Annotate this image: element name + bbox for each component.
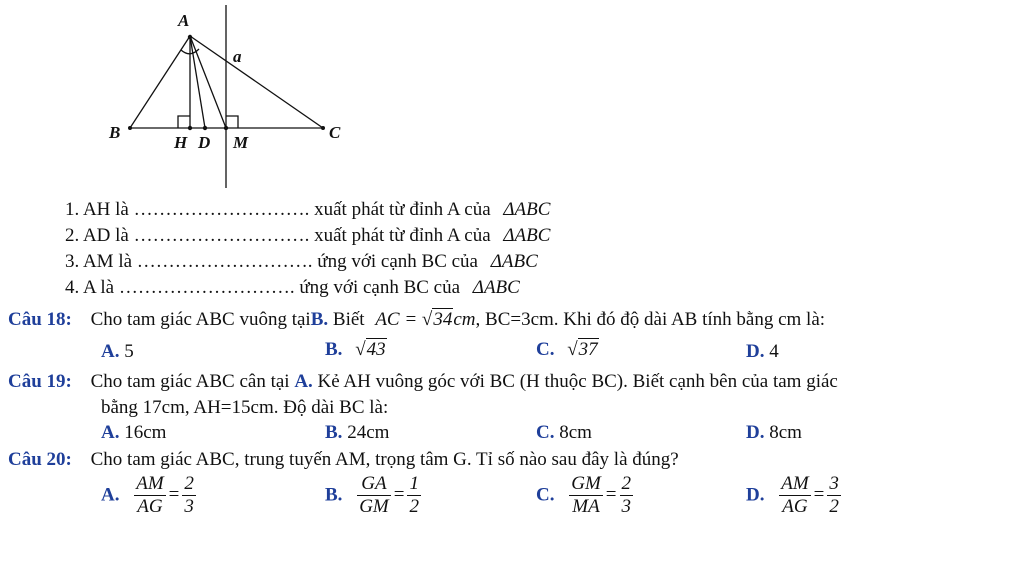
option-letter: D. (746, 422, 765, 443)
statement-suffix: xuất phát từ đỉnh A của (314, 225, 491, 246)
option-letter: A. (101, 484, 120, 506)
fill-in-item (65, 251, 538, 273)
option-value: 5 (124, 341, 134, 362)
sqrt-expression: √37 (567, 339, 598, 360)
option-letter: A. (101, 341, 120, 362)
question-text: Cho tam giác ABC vuông tại (90, 309, 311, 330)
question-19 (8, 371, 838, 393)
question-label: Câu 20: (8, 449, 72, 470)
triangle-symbol: ΔABC (472, 277, 520, 298)
blank-dots: ………………………. (136, 251, 313, 272)
question-text: Biết (332, 309, 365, 330)
triangle-figure (0, 0, 380, 195)
option-letter: D. (746, 341, 765, 362)
fraction-left: $\frac{AM}{AG}$ (136, 473, 164, 517)
option-d[interactable] (746, 341, 779, 363)
option-letter: B. (325, 484, 343, 506)
blank-dots: ………………………. (118, 277, 295, 298)
sqrt-expression: √34 (421, 309, 453, 330)
option-letter: D. (746, 484, 765, 506)
option-c[interactable]: C. $\frac{GM}{MA}$ = $\frac{2}{3}$ (536, 473, 632, 517)
fraction-right: $\frac{1}{2}$ (409, 473, 419, 517)
fill-in-item (65, 277, 520, 299)
option-letter: B. (325, 422, 343, 443)
right-angle-m (226, 116, 238, 128)
statement-prefix: 3. AM là (65, 251, 133, 272)
formula-unit: cm (453, 309, 476, 330)
option-value: 4 (769, 341, 779, 362)
statement-suffix: ứng với cạnh BC của (317, 251, 478, 272)
question-19-line2 (101, 397, 388, 419)
sqrt-expression: √43 (355, 339, 386, 360)
label-b: B (109, 123, 121, 142)
fraction-left: $\frac{AM}{AG}$ (781, 473, 809, 517)
statement-prefix: 2. AD là (65, 225, 129, 246)
option-c[interactable] (536, 422, 592, 444)
right-angle-h (178, 116, 190, 128)
statement-suffix: xuất phát từ đỉnh A của (314, 199, 491, 220)
question-20 (8, 449, 679, 471)
option-a[interactable] (101, 341, 134, 363)
label-c: C (329, 123, 341, 142)
triangle-symbol: ΔABC (503, 225, 551, 246)
option-b[interactable] (325, 422, 389, 444)
segment-ac (190, 36, 323, 128)
statement-prefix: 4. A là (65, 277, 115, 298)
fraction-right: $\frac{2}{3}$ (621, 473, 632, 517)
triangle-symbol: ΔABC (503, 199, 551, 220)
fill-in-item (65, 199, 550, 221)
option-b[interactable] (325, 339, 387, 361)
option-letter: A. (101, 422, 120, 443)
radicand: 43 (366, 339, 386, 360)
question-text: Cho tam giác ABC, trung tuyến AM, trọng tâm G. Tỉ số nào sau đây là đúng? (90, 449, 679, 470)
radicand: 34 (433, 309, 453, 330)
option-c[interactable] (536, 339, 599, 361)
segment-am (190, 36, 226, 128)
question-highlight: A. (294, 371, 313, 392)
fraction-left: $\frac{GM}{MA}$ (571, 473, 601, 517)
label-h: H (174, 133, 188, 152)
question-text: Kẻ AH vuông góc với BC (H thuộc BC). Biết cạnh bên của tam giác (317, 371, 838, 392)
segment-ab (130, 36, 190, 128)
question-text: Cho tam giác ABC cân tại (90, 371, 290, 392)
statement-suffix: ứng với cạnh BC của (299, 277, 461, 298)
fraction-left: $\frac{GA}{GM}$ (359, 473, 389, 517)
option-b[interactable]: B. $\frac{GA}{GM}$ = $\frac{1}{2}$ (325, 473, 419, 517)
fraction-right: $\frac{2}{3}$ (184, 473, 194, 517)
triangle-symbol: ΔABC (490, 251, 538, 272)
option-value: 16cm (124, 422, 167, 443)
fill-in-item (65, 225, 550, 247)
formula-ac: AC = (375, 309, 418, 330)
label-line-a: a (233, 47, 242, 66)
option-d[interactable] (746, 422, 802, 444)
question-text: , BC=3cm. Khi đó độ dài AB tính bằng cm là: (475, 309, 826, 330)
option-d[interactable]: D. $\frac{AM}{AG}$ = $\frac{3}{2}$ (746, 473, 839, 517)
option-letter: C. (536, 422, 555, 443)
statement-prefix: 1. AH là (65, 199, 129, 220)
label-m: M (233, 133, 249, 152)
label-d: D (198, 133, 211, 152)
question-label: Câu 18: (8, 309, 72, 330)
option-value: 8cm (769, 422, 802, 443)
option-letter: C. (536, 484, 555, 506)
option-letter: B. (325, 339, 343, 360)
question-text: bằng 17cm, AH=15cm. Độ dài BC là: (101, 397, 389, 418)
label-a-vertex: A (178, 11, 190, 30)
question-18 (8, 309, 825, 331)
blank-dots: ………………………. (133, 199, 310, 220)
radicand: 37 (578, 339, 598, 360)
option-a[interactable]: A. $\frac{AM}{AG}$ = $\frac{2}{3}$ (101, 473, 194, 517)
question-highlight: B. (310, 309, 329, 330)
blank-dots: ………………………. (133, 225, 310, 246)
option-a[interactable] (101, 422, 166, 444)
option-value: 8cm (559, 422, 592, 443)
option-letter: C. (536, 339, 555, 360)
question-label: Câu 19: (8, 371, 72, 392)
fraction-right: $\frac{3}{2}$ (829, 473, 839, 517)
option-value: 24cm (347, 422, 390, 443)
